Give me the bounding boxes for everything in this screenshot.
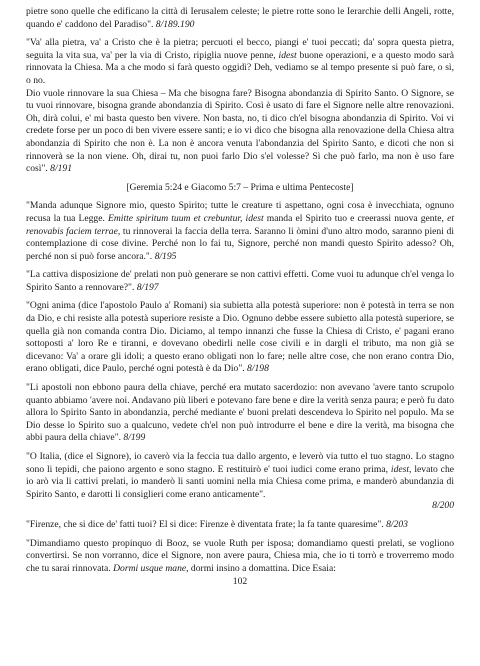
reference: 8/197 — [136, 281, 159, 293]
paragraph-10: "Dimandiamo questo propinquo di Booz, se vuole Ruth per isposa; domandiamo questi prelati, se vogliono convertirsi. Se non vorranno, dice el Signore, non avere paura, Chiesa mia, che io ti torrò e troverremo modo che tu sarai rinnovata. Dormi usque mane, dormi insino a domattina. Dice Esaia: — [26, 537, 454, 574]
paragraph-2: "Va' alla pietra, va' a Cristo che è la pietra; percuoti el becco, piangi e' tuoi peccati; da' sopra questa pietra, seguita la vita sua, va' per la via di Cristo, ripiglia nuove penne, idest buone operazioni, e a questo modo sarà rinnovata la Chiesa. Ma a che modo si farà questo oggidì? Deh, vediamo se al tempo presente si può fare, o sì, o no. — [26, 37, 454, 86]
paragraph-4: "Manda adunque Signore mio, questo Spirito; tutte le creature ti aspettano, ogni cosa è invecchiata, ognuno recusa la tua Legge. Emitte spiritum tuum et crebuntur, idest manda el Spirito tuo e creerassi nuova gente, et renovabis faciem terrae, tu rinnoverai la faccia della terra. Saranno li òmini d'uno altro modo, saranno pieni di contemplazione di cose divine. Perché non lo fai tu, Signore, perché non mandi questo Spirito adesso? Oh, perché non si può forse ancora.". 8/195 — [26, 200, 455, 262]
page-number: 102 — [232, 576, 248, 588]
paragraph-7: "Li apostoli non ebbono paura della chiave, perché era mutato sacerdozio: non avevano 'avere tanto scrupolo quanto abbiamo 'avere noi. Andavano più liberi e potevano fare bene e dire la verità senza paura; e però fu dato allora lo Spirito Santo in abondanzia, perché mediante e' buoni prelati descendeva lo Spirito nel populo. Ma se Dio desse lo Spirito suo a qualcuno, vedete ch'el non può introdurre el bene e dire la verità, ma bisogna che abbi paura della chiave". 8/199 — [26, 382, 454, 444]
paragraph-9: "Firenze, che si dice de' fatti tuoi? El si dice: Firenze è diventata frate; la fa tante quaresime". 8/203 — [26, 518, 408, 530]
paragraph-3: Dio vuole rinnovare la sua Chiesa – Ma che bisogna fare? Bisogna abondanzia di Spirito Santo. O Signore, se tu vuoi rinnovare, bisogna grande abondanzia di Spirito. Così è usato di fare el Signore nelle altre renovazioni. Oh, dirà colui, e' mi basta questo ben vivere. Non basta, no, ti dico ch'el bisogna abondanzia di Spirito. Voi vi credete forse per un poco di ben vivere essere santi; e io vi dico che bisogna alla renovazione della Chiesa altra abondanzia di Spirito che non è. La non è ancora venuta l'abondanzia del Spirito Santo, e dicoti che non si rinnoverà se la non viene. Oh, dirai tu, non puoi farlo Dio s'el volesse? Sì che può farlo, ma non è uso fare così". 8/191 — [26, 87, 454, 175]
paragraph-6: "Ogni anima (dice l'apostolo Paulo a' Romani) sia subietta alla potestà superiore: non è potestà in terra se non da Dio, e chi resiste alla potestà superiore resiste a Dio. Ognuno debbe essere subietto alla potestà superiore, se quella già non comanda contra Dio. Diciamo, al tempo innanzi che fusse la Chiesa di Cristo, e' pagani erano sottoposti a' loro Re e tiranni, e dovevano obedirli nelle cose civili e in dargli el tributo, ma non già se dicevano: Va' a orare gli idoli; a questo erano obligati non lo fare; nelle altre cose, che non erano contra Dio, erano obligati, dice Paulo, perché ogni potestà è da Dio". 8/198 — [26, 300, 454, 375]
reference-right: 8/200 — [432, 500, 454, 512]
reference: 8/198 — [247, 363, 269, 375]
reference: 8/199 — [123, 432, 146, 444]
paragraph-8: "O Italia, (dice el Signore), io caverò via la feccia tua dallo argento, e leverò via tutto el tuo stagno. Lo stagno sono li tepidi, che paiono argento e sono stagno. E restituirò e' tuoi iudici come erano prima, idest, levato che io arò via li cattivi prelati, io manderò li santi uomini nella mia Chiesa come prima, e manderò abundanzia di Spirito Santo, e darotti li consiglieri come erano anticamente". — [26, 451, 454, 500]
section-title: [Geremia 5:24 e Giacomo 5:7 – Prima e ultima Pentecoste] — [126, 181, 354, 193]
reference: 8/203 — [386, 518, 408, 530]
paragraph-1: pietre sono quelle che edificano la città di Ierusalem celeste; le pietre rotte sono le Ierarchie delli Angeli, rotte, quando e' caddono del Paradiso". 8/189.190 — [26, 6, 454, 30]
reference: 8/189.190 — [155, 18, 195, 30]
paragraph-5: "La cattiva disposizione de' prelati non può generare se non cattivi effetti. Come vuoi tu adunque ch'el venga lo Spirito Santo a rennovare?". 8/197 — [26, 269, 454, 293]
reference: 8/195 — [154, 250, 177, 262]
reference: 8/191 — [50, 163, 73, 175]
